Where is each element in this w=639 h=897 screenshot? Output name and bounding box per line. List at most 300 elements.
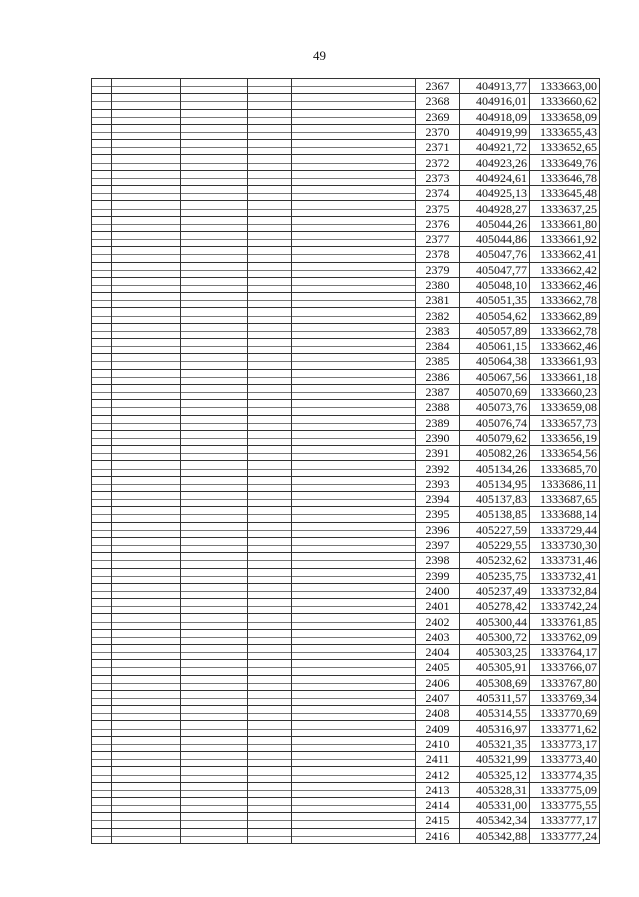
x-coordinate-cell: 405300,44 bbox=[460, 614, 530, 629]
empty-cell bbox=[181, 599, 248, 614]
empty-cell bbox=[181, 140, 248, 155]
y-coordinate-cell: 1333646,78 bbox=[530, 170, 600, 185]
empty-cell bbox=[92, 782, 112, 797]
empty-cell bbox=[248, 522, 292, 537]
empty-cell bbox=[248, 369, 292, 384]
y-coordinate-cell: 1333662,41 bbox=[530, 247, 600, 262]
y-coordinate-cell: 1333771,62 bbox=[530, 721, 600, 736]
empty-cell bbox=[248, 339, 292, 354]
point-number-cell: 2370 bbox=[416, 124, 460, 139]
table-row bbox=[92, 706, 600, 721]
table-row bbox=[92, 384, 600, 399]
empty-cell bbox=[112, 721, 181, 736]
empty-cell bbox=[181, 247, 248, 262]
empty-cell bbox=[248, 675, 292, 690]
empty-cell bbox=[112, 461, 181, 476]
point-number-cell: 2388 bbox=[416, 400, 460, 415]
empty-cell bbox=[112, 339, 181, 354]
empty-cell bbox=[112, 308, 181, 323]
empty-cell bbox=[292, 644, 416, 659]
empty-cell bbox=[92, 660, 112, 675]
empty-cell bbox=[181, 767, 248, 782]
y-coordinate-cell: 1333766,07 bbox=[530, 660, 600, 675]
point-number-cell: 2382 bbox=[416, 308, 460, 323]
x-coordinate-cell: 404919,99 bbox=[460, 124, 530, 139]
x-coordinate-cell: 405328,31 bbox=[460, 782, 530, 797]
point-number-cell: 2392 bbox=[416, 461, 460, 476]
x-coordinate-cell: 405229,55 bbox=[460, 537, 530, 552]
point-number-cell: 2406 bbox=[416, 675, 460, 690]
x-coordinate-cell: 405325,12 bbox=[460, 767, 530, 782]
empty-cell bbox=[112, 262, 181, 277]
x-coordinate-cell: 405305,91 bbox=[460, 660, 530, 675]
point-number-cell: 2368 bbox=[416, 94, 460, 109]
empty-cell bbox=[92, 461, 112, 476]
point-number-cell: 2415 bbox=[416, 813, 460, 828]
empty-cell bbox=[248, 461, 292, 476]
empty-cell bbox=[92, 614, 112, 629]
empty-cell bbox=[92, 629, 112, 644]
empty-cell bbox=[292, 79, 416, 94]
empty-cell bbox=[112, 430, 181, 445]
empty-cell bbox=[292, 690, 416, 705]
point-number-cell: 2373 bbox=[416, 170, 460, 185]
empty-cell bbox=[112, 675, 181, 690]
y-coordinate-cell: 1333662,78 bbox=[530, 323, 600, 338]
empty-cell bbox=[181, 262, 248, 277]
point-number-cell: 2402 bbox=[416, 614, 460, 629]
empty-cell bbox=[92, 94, 112, 109]
y-coordinate-cell: 1333762,09 bbox=[530, 629, 600, 644]
empty-cell bbox=[292, 430, 416, 445]
empty-cell bbox=[248, 247, 292, 262]
empty-cell bbox=[248, 583, 292, 598]
empty-cell bbox=[248, 94, 292, 109]
empty-cell bbox=[181, 400, 248, 415]
empty-cell bbox=[248, 767, 292, 782]
empty-cell bbox=[92, 339, 112, 354]
empty-cell bbox=[112, 354, 181, 369]
empty-cell bbox=[248, 109, 292, 124]
point-number-cell: 2410 bbox=[416, 736, 460, 751]
x-coordinate-cell: 405227,59 bbox=[460, 522, 530, 537]
empty-cell bbox=[181, 323, 248, 338]
empty-cell bbox=[112, 629, 181, 644]
empty-cell bbox=[112, 216, 181, 231]
y-coordinate-cell: 1333729,44 bbox=[530, 522, 600, 537]
table-row bbox=[92, 522, 600, 537]
empty-cell bbox=[92, 492, 112, 507]
table-row bbox=[92, 155, 600, 170]
x-coordinate-cell: 405278,42 bbox=[460, 599, 530, 614]
table-row bbox=[92, 293, 600, 308]
table-row bbox=[92, 813, 600, 828]
empty-cell bbox=[181, 231, 248, 246]
empty-cell bbox=[292, 339, 416, 354]
empty-cell bbox=[292, 828, 416, 843]
y-coordinate-cell: 1333660,23 bbox=[530, 384, 600, 399]
point-number-cell: 2367 bbox=[416, 79, 460, 94]
empty-cell bbox=[181, 384, 248, 399]
empty-cell bbox=[292, 461, 416, 476]
empty-cell bbox=[292, 507, 416, 522]
empty-cell bbox=[181, 507, 248, 522]
empty-cell bbox=[292, 736, 416, 751]
empty-cell bbox=[248, 721, 292, 736]
empty-cell bbox=[181, 79, 248, 94]
empty-cell bbox=[92, 568, 112, 583]
y-coordinate-cell: 1333774,35 bbox=[530, 767, 600, 782]
x-coordinate-cell: 405044,86 bbox=[460, 231, 530, 246]
empty-cell bbox=[181, 186, 248, 201]
empty-cell bbox=[92, 231, 112, 246]
table-row bbox=[92, 415, 600, 430]
x-coordinate-cell: 405321,99 bbox=[460, 752, 530, 767]
table-row bbox=[92, 614, 600, 629]
empty-cell bbox=[112, 507, 181, 522]
x-coordinate-cell: 405311,57 bbox=[460, 690, 530, 705]
empty-cell bbox=[92, 109, 112, 124]
y-coordinate-cell: 1333688,14 bbox=[530, 507, 600, 522]
empty-cell bbox=[112, 369, 181, 384]
empty-cell bbox=[112, 109, 181, 124]
empty-cell bbox=[112, 400, 181, 415]
empty-cell bbox=[112, 415, 181, 430]
empty-cell bbox=[248, 660, 292, 675]
empty-cell bbox=[92, 369, 112, 384]
table-row bbox=[92, 201, 600, 216]
empty-cell bbox=[92, 186, 112, 201]
empty-cell bbox=[112, 706, 181, 721]
table-row bbox=[92, 369, 600, 384]
empty-cell bbox=[248, 354, 292, 369]
empty-cell bbox=[112, 537, 181, 552]
point-number-cell: 2389 bbox=[416, 415, 460, 430]
empty-cell bbox=[248, 507, 292, 522]
empty-cell bbox=[92, 446, 112, 461]
empty-cell bbox=[248, 537, 292, 552]
empty-cell bbox=[248, 155, 292, 170]
point-number-cell: 2383 bbox=[416, 323, 460, 338]
empty-cell bbox=[181, 706, 248, 721]
empty-cell bbox=[292, 369, 416, 384]
x-coordinate-cell: 405044,26 bbox=[460, 216, 530, 231]
empty-cell bbox=[292, 308, 416, 323]
empty-cell bbox=[92, 384, 112, 399]
y-coordinate-cell: 1333662,89 bbox=[530, 308, 600, 323]
coordinates-table bbox=[91, 78, 600, 844]
empty-cell bbox=[292, 277, 416, 292]
empty-cell bbox=[248, 415, 292, 430]
table-row bbox=[92, 476, 600, 491]
table-row bbox=[92, 568, 600, 583]
y-coordinate-cell: 1333655,43 bbox=[530, 124, 600, 139]
empty-cell bbox=[181, 339, 248, 354]
x-coordinate-cell: 405342,88 bbox=[460, 828, 530, 843]
empty-cell bbox=[248, 706, 292, 721]
empty-cell bbox=[292, 323, 416, 338]
x-coordinate-cell: 404923,26 bbox=[460, 155, 530, 170]
empty-cell bbox=[292, 599, 416, 614]
table-row bbox=[92, 736, 600, 751]
table-row bbox=[92, 752, 600, 767]
empty-cell bbox=[248, 614, 292, 629]
empty-cell bbox=[112, 231, 181, 246]
empty-cell bbox=[112, 293, 181, 308]
empty-cell bbox=[92, 247, 112, 262]
point-number-cell: 2395 bbox=[416, 507, 460, 522]
point-number-cell: 2393 bbox=[416, 476, 460, 491]
empty-cell bbox=[292, 354, 416, 369]
point-number-cell: 2401 bbox=[416, 599, 460, 614]
point-number-cell: 2407 bbox=[416, 690, 460, 705]
empty-cell bbox=[248, 400, 292, 415]
empty-cell bbox=[112, 186, 181, 201]
empty-cell bbox=[112, 553, 181, 568]
table-row bbox=[92, 828, 600, 843]
empty-cell bbox=[292, 170, 416, 185]
x-coordinate-cell: 405064,38 bbox=[460, 354, 530, 369]
empty-cell bbox=[292, 384, 416, 399]
empty-cell bbox=[92, 262, 112, 277]
empty-cell bbox=[92, 476, 112, 491]
empty-cell bbox=[292, 446, 416, 461]
table-row bbox=[92, 216, 600, 231]
empty-cell bbox=[92, 828, 112, 843]
table-row bbox=[92, 94, 600, 109]
y-coordinate-cell: 1333658,09 bbox=[530, 109, 600, 124]
y-coordinate-cell: 1333685,70 bbox=[530, 461, 600, 476]
x-coordinate-cell: 405057,89 bbox=[460, 323, 530, 338]
empty-cell bbox=[112, 277, 181, 292]
empty-cell bbox=[181, 354, 248, 369]
empty-cell bbox=[181, 782, 248, 797]
point-number-cell: 2394 bbox=[416, 492, 460, 507]
empty-cell bbox=[181, 813, 248, 828]
x-coordinate-cell: 405308,69 bbox=[460, 675, 530, 690]
y-coordinate-cell: 1333777,24 bbox=[530, 828, 600, 843]
empty-cell bbox=[248, 262, 292, 277]
empty-cell bbox=[181, 293, 248, 308]
empty-cell bbox=[248, 813, 292, 828]
empty-cell bbox=[248, 782, 292, 797]
y-coordinate-cell: 1333686,11 bbox=[530, 476, 600, 491]
x-coordinate-cell: 405237,49 bbox=[460, 583, 530, 598]
empty-cell bbox=[292, 94, 416, 109]
y-coordinate-cell: 1333660,62 bbox=[530, 94, 600, 109]
y-coordinate-cell: 1333659,08 bbox=[530, 400, 600, 415]
empty-cell bbox=[248, 201, 292, 216]
empty-cell bbox=[181, 155, 248, 170]
x-coordinate-cell: 405303,25 bbox=[460, 644, 530, 659]
empty-cell bbox=[112, 155, 181, 170]
empty-cell bbox=[112, 736, 181, 751]
point-number-cell: 2371 bbox=[416, 140, 460, 155]
empty-cell bbox=[92, 170, 112, 185]
empty-cell bbox=[248, 629, 292, 644]
y-coordinate-cell: 1333661,80 bbox=[530, 216, 600, 231]
empty-cell bbox=[181, 660, 248, 675]
y-coordinate-cell: 1333662,46 bbox=[530, 277, 600, 292]
x-coordinate-cell: 404913,77 bbox=[460, 79, 530, 94]
y-coordinate-cell: 1333773,40 bbox=[530, 752, 600, 767]
empty-cell bbox=[92, 507, 112, 522]
table-row bbox=[92, 140, 600, 155]
empty-cell bbox=[112, 522, 181, 537]
y-coordinate-cell: 1333637,25 bbox=[530, 201, 600, 216]
empty-cell bbox=[292, 415, 416, 430]
empty-cell bbox=[292, 216, 416, 231]
x-coordinate-cell: 405235,75 bbox=[460, 568, 530, 583]
x-coordinate-cell: 405067,56 bbox=[460, 369, 530, 384]
empty-cell bbox=[112, 323, 181, 338]
y-coordinate-cell: 1333732,41 bbox=[530, 568, 600, 583]
y-coordinate-cell: 1333731,46 bbox=[530, 553, 600, 568]
empty-cell bbox=[181, 553, 248, 568]
point-number-cell: 2387 bbox=[416, 384, 460, 399]
empty-cell bbox=[292, 767, 416, 782]
x-coordinate-cell: 405070,69 bbox=[460, 384, 530, 399]
table-row bbox=[92, 308, 600, 323]
empty-cell bbox=[92, 201, 112, 216]
table-row bbox=[92, 339, 600, 354]
empty-cell bbox=[92, 752, 112, 767]
table-row bbox=[92, 186, 600, 201]
empty-cell bbox=[112, 583, 181, 598]
y-coordinate-cell: 1333657,73 bbox=[530, 415, 600, 430]
y-coordinate-cell: 1333649,76 bbox=[530, 155, 600, 170]
empty-cell bbox=[248, 752, 292, 767]
empty-cell bbox=[92, 690, 112, 705]
empty-cell bbox=[181, 828, 248, 843]
point-number-cell: 2390 bbox=[416, 430, 460, 445]
empty-cell bbox=[181, 216, 248, 231]
x-coordinate-cell: 405232,62 bbox=[460, 553, 530, 568]
empty-cell bbox=[181, 675, 248, 690]
x-coordinate-cell: 405134,26 bbox=[460, 461, 530, 476]
empty-cell bbox=[92, 354, 112, 369]
x-coordinate-cell: 405051,35 bbox=[460, 293, 530, 308]
empty-cell bbox=[292, 109, 416, 124]
y-coordinate-cell: 1333687,65 bbox=[530, 492, 600, 507]
empty-cell bbox=[181, 277, 248, 292]
empty-cell bbox=[92, 277, 112, 292]
point-number-cell: 2396 bbox=[416, 522, 460, 537]
y-coordinate-cell: 1333770,69 bbox=[530, 706, 600, 721]
empty-cell bbox=[92, 537, 112, 552]
empty-cell bbox=[181, 109, 248, 124]
x-coordinate-cell: 405314,55 bbox=[460, 706, 530, 721]
empty-cell bbox=[181, 415, 248, 430]
point-number-cell: 2403 bbox=[416, 629, 460, 644]
y-coordinate-cell: 1333661,93 bbox=[530, 354, 600, 369]
empty-cell bbox=[181, 94, 248, 109]
empty-cell bbox=[112, 644, 181, 659]
empty-cell bbox=[181, 629, 248, 644]
table-row bbox=[92, 247, 600, 262]
empty-cell bbox=[181, 736, 248, 751]
empty-cell bbox=[248, 231, 292, 246]
empty-cell bbox=[248, 599, 292, 614]
empty-cell bbox=[292, 155, 416, 170]
point-number-cell: 2412 bbox=[416, 767, 460, 782]
empty-cell bbox=[292, 293, 416, 308]
empty-cell bbox=[92, 216, 112, 231]
x-coordinate-cell: 405076,74 bbox=[460, 415, 530, 430]
empty-cell bbox=[292, 660, 416, 675]
table-row bbox=[92, 721, 600, 736]
empty-cell bbox=[181, 476, 248, 491]
table-row bbox=[92, 767, 600, 782]
empty-cell bbox=[292, 706, 416, 721]
table-row bbox=[92, 675, 600, 690]
empty-cell bbox=[112, 94, 181, 109]
table-row bbox=[92, 109, 600, 124]
point-number-cell: 2399 bbox=[416, 568, 460, 583]
empty-cell bbox=[92, 323, 112, 338]
x-coordinate-cell: 405047,76 bbox=[460, 247, 530, 262]
point-number-cell: 2405 bbox=[416, 660, 460, 675]
empty-cell bbox=[181, 369, 248, 384]
empty-cell bbox=[112, 660, 181, 675]
table-row bbox=[92, 629, 600, 644]
empty-cell bbox=[292, 782, 416, 797]
empty-cell bbox=[112, 782, 181, 797]
y-coordinate-cell: 1333662,42 bbox=[530, 262, 600, 277]
empty-cell bbox=[248, 140, 292, 155]
x-coordinate-cell: 405073,76 bbox=[460, 400, 530, 415]
empty-cell bbox=[248, 828, 292, 843]
empty-cell bbox=[112, 614, 181, 629]
empty-cell bbox=[248, 79, 292, 94]
empty-cell bbox=[181, 721, 248, 736]
empty-cell bbox=[181, 446, 248, 461]
empty-cell bbox=[112, 752, 181, 767]
table-row bbox=[92, 583, 600, 598]
empty-cell bbox=[112, 446, 181, 461]
empty-cell bbox=[248, 736, 292, 751]
empty-cell bbox=[248, 430, 292, 445]
empty-cell bbox=[248, 124, 292, 139]
empty-cell bbox=[181, 461, 248, 476]
empty-cell bbox=[92, 675, 112, 690]
empty-cell bbox=[248, 323, 292, 338]
table-row bbox=[92, 323, 600, 338]
table-row bbox=[92, 446, 600, 461]
point-number-cell: 2400 bbox=[416, 583, 460, 598]
point-number-cell: 2380 bbox=[416, 277, 460, 292]
point-number-cell: 2397 bbox=[416, 537, 460, 552]
empty-cell bbox=[112, 170, 181, 185]
y-coordinate-cell: 1333652,65 bbox=[530, 140, 600, 155]
empty-cell bbox=[181, 752, 248, 767]
point-number-cell: 2374 bbox=[416, 186, 460, 201]
empty-cell bbox=[292, 629, 416, 644]
empty-cell bbox=[92, 644, 112, 659]
x-coordinate-cell: 405048,10 bbox=[460, 277, 530, 292]
table-row bbox=[92, 124, 600, 139]
empty-cell bbox=[92, 79, 112, 94]
empty-cell bbox=[181, 797, 248, 812]
empty-cell bbox=[248, 186, 292, 201]
empty-cell bbox=[292, 583, 416, 598]
empty-cell bbox=[292, 813, 416, 828]
empty-cell bbox=[92, 767, 112, 782]
empty-cell bbox=[248, 644, 292, 659]
empty-cell bbox=[292, 186, 416, 201]
table-row bbox=[92, 507, 600, 522]
empty-cell bbox=[248, 384, 292, 399]
